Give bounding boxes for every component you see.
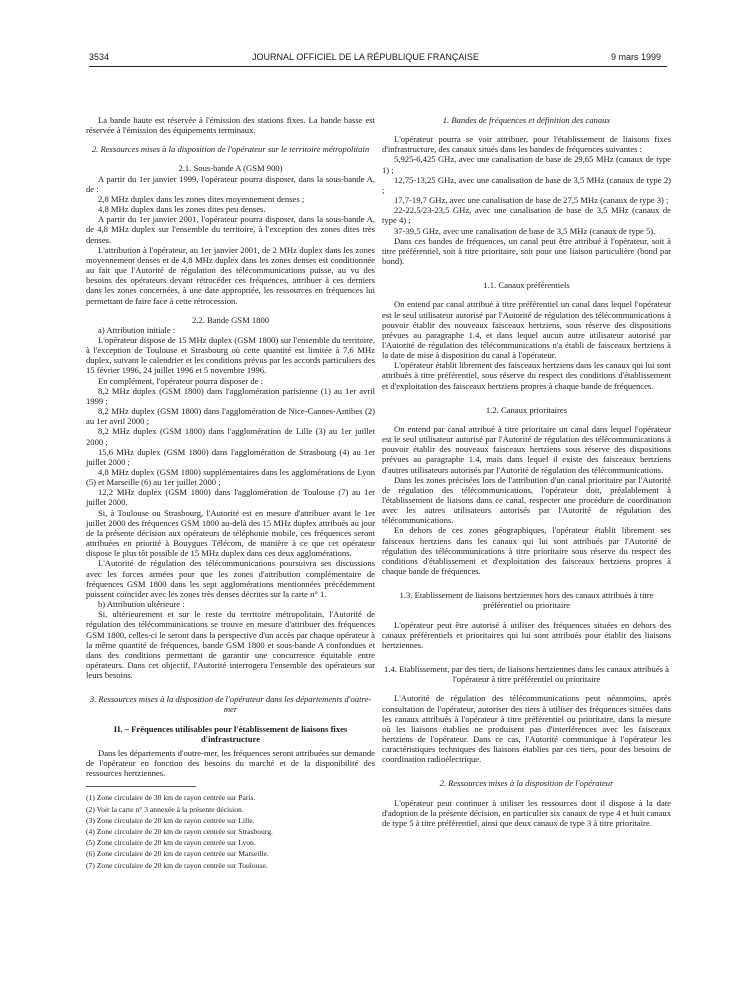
footnote: (4) Zone circulaire de 20 km de rayon centrée sur Strasbourg. — [86, 826, 273, 836]
footnotes — [86, 792, 375, 870]
page-header — [0, 52, 731, 66]
paragraph: L'attribution à l'opérateur, au 1er janvier 2001, de 2 MHz duplex dans les zones moyennement denses et de 4,8 MHz duplex dans les zones denses est conditionnée au fait que l'Autorité de régulation des télécommunications puisse, au vu des besoins des opérateurs devant rétrocéder ces fréquences, attribuer à ces derniers dans les zones concernées, à une date appropriée, les ressources en fréquences lui permettant de faire face à cette rétrocession. — [86, 244, 375, 306]
header-rule — [89, 66, 667, 67]
page-number: 3534 — [89, 52, 110, 62]
paragraph: 4,8 MHz duplex dans les zones dites peu denses. — [98, 204, 266, 215]
paragraph: 12,75-13,25 GHz, avec une canalisation de base de 3,5 MHz (canaux de type 2) ; — [382, 174, 671, 195]
paragraph: 8,2 MHz duplex (GSM 1800) dans l'agglomération parisienne (1) au 1er avril 1999 ; — [86, 385, 375, 406]
paragraph: L'Autorité de régulation des télécommunications poursuivra ses discussions avec les forces armées pour que les zones d'attribution complémentaire de fréquences GSM 1800 dans les sept agglomérations mentionnées précédemment puissent coïncider avec les zones très denses décrites sur la carte n° 1. — [86, 558, 375, 599]
footnote: (6) Zone circulaire de 20 km de rayon centrée sur Marseille. — [86, 849, 269, 859]
paragraph: 4,8 MHz duplex (GSM 1800) supplémentaires dans les agglomérations de Lyon (5) et Marseille (6) au 1er juillet 2000 ; — [86, 467, 375, 488]
journal-title: JOURNAL OFFICIEL DE LA RÉPUBLIQUE FRANÇAISE — [252, 52, 479, 62]
paragraph: 15,6 MHz duplex (GSM 1800) dans l'agglomération de Strasbourg (4) au 1er juillet 2000 ; — [86, 446, 375, 467]
section-heading: 1. Bandes de fréquences et définition des canaux — [442, 115, 611, 125]
paragraph: 17,7-19,7 GHz, avec une canalisation de base de 27,5 MHz (canaux de type 3) ; — [394, 195, 669, 206]
paragraph-label: a) Attribution initiale : — [98, 324, 176, 335]
paragraph: En complément, l'opérateur pourra disposer de : — [98, 375, 264, 386]
subsection-heading: 1.1. Canaux préférentiels — [483, 280, 570, 291]
footnote-rule — [86, 786, 196, 787]
paragraph: A partir du 1er janvier 1999, l'opérateur pourra disposer, dans la sous-bande A, de : — [86, 173, 375, 194]
footnote: (2) Voir la carte n° 3 annexée à la présente décision. — [86, 804, 244, 814]
paragraph: L'Autorité de régulation des télécommunications peut néanmoins, après consultation de l'opérateur, autoriser des tiers à utiliser des fréquences situées dans les canaux attribués à l'opérateur à titre préférentiel ou prioritaire, dans la mesure où les liaisons établies ne produisent pas d'interférences avec les faisceaux hertziens de l'opérateur. Dans ce cas, l'Autorité communique à l'opérateur les caractéristiques techniques des liaisons établies par ces tiers, pour des besoins de coordination radioélectrique. — [382, 693, 671, 765]
paragraph: L'opérateur pourra se voir attribuer, pour l'établissement de liaisons fixes d'infrastructure, des canaux situés dans les bandes de fréquences suivantes : — [382, 134, 671, 155]
paragraph: Si, ultérieurement et sur le reste du territoire métropolitain, l'Autorité de régulation des télécommunications se trouve en mesure d'attribuer des fréquences GSM 1800, celles-ci le seront dans la perspective d'un accès par chaque opérateur à la même quantité de fréquences, bande GSM 1800 et sous-bande A confondues et dans des conditions permettant de garantir une concurrence équitable entre opérateurs. Dans cet objectif, l'Autorité interrogera l'ensemble des opérateurs sur leurs besoins. — [86, 609, 375, 681]
paragraph: 37-39,5 GHz, avec une canalisation de base de 3,5 MHz (canaux de type 5). — [394, 225, 656, 236]
left-column — [86, 115, 375, 871]
subsection-heading: 1.2. Canaux prioritaires — [485, 404, 568, 415]
footnote: (3) Zone circulaire de 20 km de rayon centrée sur Lille. — [86, 815, 255, 825]
paragraph: 8,2 MHz duplex (GSM 1800) dans l'agglomération de Nice-Cannes-Antibes (2) au 1er avril 2000 ; — [86, 406, 375, 427]
paragraph: 12,2 MHz duplex (GSM 1800) dans l'agglomération de Toulouse (7) au 1er juillet 2000. — [86, 487, 375, 508]
paragraph: L'opérateur peut continuer à utiliser les ressources dont il dispose à la date d'adoption de la présente décision, en particulier six canaux de type 4 et huit canaux de type 5 à titre préférentiel, ainsi que deux canaux de type 3 à titre prioritaire. — [382, 797, 671, 828]
intro-paragraph: La bande haute est réservée à l'émission des stations fixes. La bande basse est réservée à l'émission des équipements terminaux. — [86, 115, 375, 136]
paragraph: A partir du 1er janvier 2001, l'opérateur pourra disposer, dans la sous-bande A, de 4,8 MHz duplex sur l'ensemble du territoire, à l'exception des zones dites très denses. — [86, 214, 375, 245]
section-heading: 3. Ressources mises à la disposition de l'opérateur dans les départements d'outre-mer — [89, 694, 372, 715]
footnote: (5) Zone circulaire de 20 km de rayon centrée sur Lyon. — [86, 838, 256, 848]
right-column — [382, 115, 671, 828]
footnote: (1) Zone circulaire de 30 km de rayon centrée sur Paris. — [86, 793, 256, 803]
paragraph: L'opérateur établit librement des faisceaux hertziens dans les canaux qui lui sont attribués à titre préférentiel, sous réserve du respect des conditions d'établissement et d'exploitation des faisceaux hertziens propres à chaque bande de fréquences. — [382, 360, 671, 391]
paragraph: L'opérateur peut être autorisé à utiliser des fréquences situées en dehors des canaux préférentiels et prioritaires qui lui sont attribués pour établir des liaisons hertziennes. — [382, 619, 671, 650]
paragraph-label: b) Attribution ultérieure : — [98, 599, 185, 610]
paragraph: 2,8 MHz duplex dans les zones dites moyennement denses ; — [98, 193, 305, 204]
paragraph: Dans ces bandes de fréquences, un canal peut être attribué à l'opérateur, soit à titre préférentiel, soit à titre prioritaire, soit pour une liaison particulière (bond par bond). — [382, 235, 671, 267]
section-heading: 2. Ressources mises à la disposition de l'opérateur sur le territoire métropolitain — [91, 144, 370, 155]
subsection-heading: 1.3. Etablissement de liaisons hertziennes hors des canaux attribués à titre préférentiel ou prioritaire — [399, 590, 654, 611]
paragraph: 22-22,5/23-23,5 GHz, avec une canalisation de base de 3,5 MHz (canaux de type 4) ; — [382, 205, 671, 226]
paragraph: Si, à Toulouse ou Strasbourg, l'Autorité est en mesure d'attribuer avant le 1er juillet 2000 des fréquences GSM 1800 au-delà des 15 MHz duplex attribués au jour de la présente décision aux opérateurs de téléphonie mobile, ces fréquences seront attribuées en priorité à Bouygues Télécom, de manière à ce que cet opérateur dispose le plus tôt possible de 15 MHz duplex dans ces deux agglomérations. — [86, 507, 375, 559]
paragraph: 5,925-6,425 GHz, avec une canalisation de base de 29,65 MHz (canaux de type 1) ; — [382, 154, 671, 175]
section-heading: 2. Ressources mises à la disposition de l'opérateur — [439, 778, 614, 789]
subsection-heading: 1.4. Etablissement, par des tiers, de liaisons hertziennes dans les canaux attribués à l'opérateur à titre préférentiel ou prioritaire — [384, 664, 669, 685]
paragraph: Dans les zones précisées lors de l'attribution d'un canal prioritaire par l'Autorité de régulation des télécommunications, l'opérateur doit, préalablement à l'établissement de liaisons dans ce canal, respecter une procédure de coordination avec les autres utilisateurs autorisés par l'Autorité de régulation des télécommunications. — [382, 474, 671, 526]
issue-date: 9 mars 1999 — [611, 52, 662, 62]
paragraph: L'opérateur dispose de 15 MHz duplex (GSM 1800) sur l'ensemble du territoire, à l'exception de Toulouse et Strasbourg où cette quantité est limitée à 7,6 MHz duplex, suivant le calendrier et les conditions prévus par les accords particuliers des 15 février 1996, 24 juillet 1996 et 5 novembre 1996. — [86, 334, 375, 376]
part-heading: II. – Fréquences utilisables pour l'établissement de liaisons fixes d'infrastructure — [113, 723, 348, 744]
paragraph: En dehors de ces zones géographiques, l'opérateur établit librement ses faisceaux hertziens dans les canaux qui lui sont attribués par l'Autorité de régulation des télécommunications à titre prioritaire sous réserve du respect des conditions d'établissement et d'exploitation des faisceaux hertziens propres à chaque bande de fréquences. — [382, 525, 671, 577]
paragraph: Dans les départements d'outre-mer, les fréquences seront attribuées sur demande de l'opérateur en fonction des besoins du marché et de la disponibilité des ressources hertziennes. — [86, 747, 375, 779]
footnote: (7) Zone circulaire de 20 km de rayon centrée sur Toulouse. — [86, 860, 268, 870]
paragraph: On entend par canal attribué à titre préférentiel un canal dans lequel l'opérateur est le seul utilisateur autorisé par l'Autorité de régulation des télécommunications à pouvoir établir des nouveaux faisceaux hertziens, sous réserve des dispositions prévues au paragraphe 1.4, et dans lequel aucun autre utilisateur autorisé par l'Autorité de régulation des télécommunications n'a établi de faisceaux hertziens à la date de mise à disposition du canal à l'opérateur. — [382, 299, 671, 361]
paragraph: On entend par canal attribué à titre prioritaire un canal dans lequel l'opérateur est le seul utilisateur autorisé par l'Autorité de régulation des télécommunications à pouvoir établir des nouveaux faisceaux hertziens sous réserve des dispositions prévues au paragraphe 1.4, mais dans lequel il existe des faisceaux hertziens d'autres utilisateurs autorisés par l'Autorité de régulation des télécommunications. — [382, 423, 671, 475]
subsection-heading: 2.1. Sous-bande A (GSM 900) — [178, 163, 283, 174]
subsection-heading: 2.2. Bande GSM 1800 — [191, 314, 270, 325]
paragraph: 8,2 MHz duplex (GSM 1800) dans l'agglomération de Lille (3) au 1er juillet 2000 ; — [86, 426, 375, 447]
